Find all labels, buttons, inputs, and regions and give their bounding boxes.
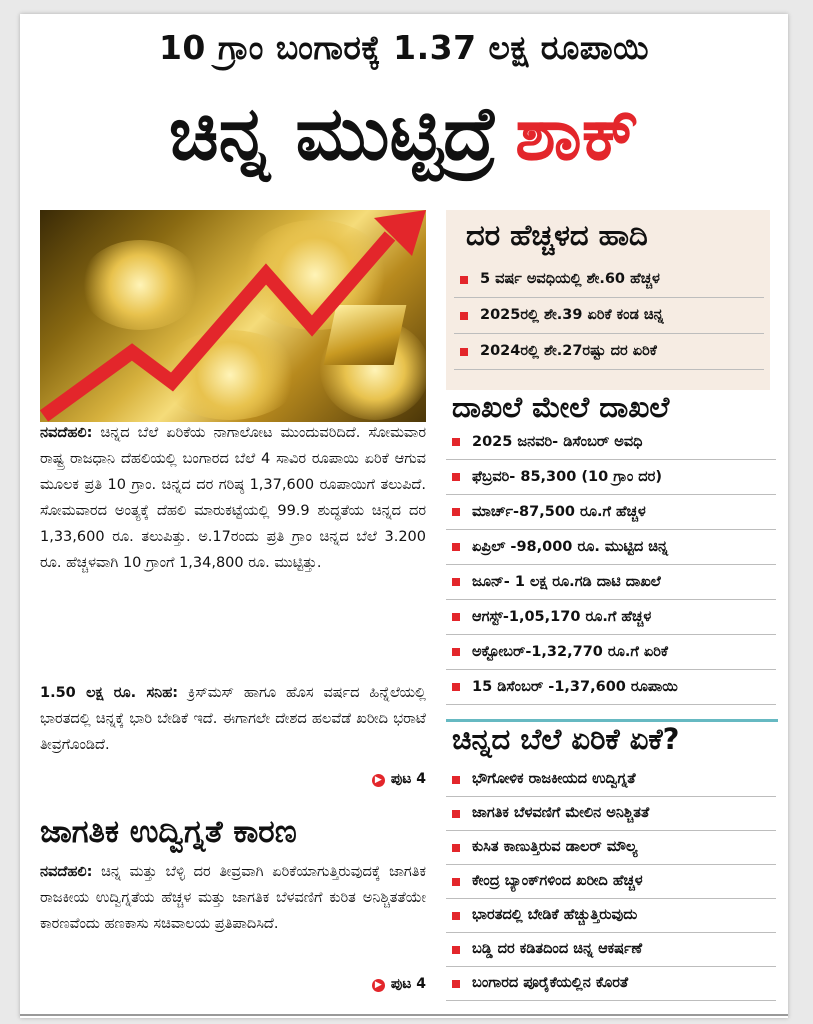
list-item bbox=[446, 763, 776, 797]
play-icon: ▶ bbox=[372, 979, 385, 992]
list-item bbox=[446, 933, 776, 967]
paragraph-lead: 1.50 ಲಕ್ಷ ರೂ. ಸನಿಹ: bbox=[40, 685, 179, 701]
list-item-text: ಏಪ್ರಿಲ್ -98,000 ರೂ. ಮುಟ್ಟಿದ ಚಿನ್ನ bbox=[472, 539, 669, 555]
dateline: ನವದೆಹಲಿ: bbox=[40, 425, 93, 441]
subheadline: 10 ಗ್ರಾಂ ಬಂಗಾರಕ್ಕೆ 1.37 ಲಕ್ಷ ರೂಪಾಯಿ bbox=[158, 28, 650, 67]
bullet-square-icon bbox=[452, 776, 460, 784]
list-item bbox=[446, 899, 776, 933]
list-item bbox=[446, 635, 776, 670]
headline-main: ಚಿನ್ನ ಮುಟ್ಟಿದ್ರೆ bbox=[168, 91, 498, 177]
list-item bbox=[446, 600, 776, 635]
bullet-square-icon bbox=[460, 348, 468, 356]
list-item-text: ಬಂಗಾರದ ಪೂರೈಕೆಯಲ್ಲಿನ ಕೊರತೆ bbox=[472, 975, 629, 991]
list-item-text: ಜಾಗತಿಕ ಬೆಳವಣಿಗೆ ಮೇಲಿನ ಅನಿಶ್ಚಿತತೆ bbox=[472, 805, 650, 821]
list-item-text: 2025ರಲ್ಲಿ ಶೇ.39 ಏರಿಕೆ ಕಂಡ ಚಿನ್ನ bbox=[480, 307, 664, 323]
records-list bbox=[446, 425, 776, 705]
list-item bbox=[454, 334, 764, 370]
box-title-price-rise: ದರ ಹೆಚ್ಚಳದ ಹಾದಿ bbox=[466, 218, 648, 252]
bullet-square-icon bbox=[452, 438, 460, 446]
bullet-square-icon bbox=[452, 844, 460, 852]
list-item bbox=[446, 967, 776, 1001]
list-item-text: ಭೌಗೋಳಿಕ ರಾಜಕೀಯದ ಉದ್ವಿಗ್ನತೆ bbox=[472, 771, 636, 787]
headline-accent: ಶಾಕ್ bbox=[515, 91, 640, 177]
list-item-text: ಮಾರ್ಚ್-87,500 ರೂ.ಗೆ ಹೆಚ್ಚಳ bbox=[472, 504, 646, 520]
list-item-text: ಆಗಸ್ಟ್-1,05,170 ರೂ.ಗೆ ಹೆಚ್ಚಳ bbox=[472, 609, 652, 625]
article-subtitle: ಜಾಗತಿಕ ಉದ್ವಿಗ್ನತೆ ಕಾರಣ bbox=[40, 814, 297, 850]
bullet-square-icon bbox=[452, 946, 460, 954]
list-item bbox=[454, 298, 764, 334]
paragraph-text: ಚಿನ್ನದ ಬೆಲೆ ಏರಿಕೆಯ ನಾಗಾಲೋಟ ಮುಂದುವರಿದಿದೆ. ಸೋಮವಾರ ರಾಷ್ಟ್ರ ರಾಜಧಾನಿ ದೆಹಲಿಯಲ್ಲಿ ಬಂಗಾರದ ಬೆಲೆ 4 ಸಾವಿರ ರೂಪಾಯಿ ಏರಿಕೆ ಆಗುವ ಮೂಲಕ ಪ್ರತಿ 10 ಗ್ರಾಂ. ಚಿನ್ನದ ದರ ಗರಿಷ್ಠ 1,37,600 ರೂಪಾಯಿಗೆ ತಲುಪಿದೆ. ಸೋಮವಾರದ ಅಂತ್ಯಕ್ಕೆ ದೆಹಲಿ ಮಾರುಕಟ್ಟೆಯಲ್ಲಿ 99.9 ಶುದ್ಧತೆಯ ಚಿನ್ನದ ದರ 1,33,600 ರೂ. ತಲುಪಿತ್ತು. ಅ.17ರಂದು ಪ್ರತಿ ಗ್ರಾಂ ಚಿನ್ನದ ಬೆಲೆ 3.200 ರೂ. ಹೆಚ್ಚಳವಾಗಿ 10 ಗ್ರಾಂಗೆ 1,34,800 ರೂ. ಮುಟ್ಟಿತ್ತು. bbox=[40, 425, 426, 571]
bullet-square-icon bbox=[452, 912, 460, 920]
paragraph-text: ಚಿನ್ನ ಮತ್ತು ಬೆಳ್ಳಿ ದರ ತೀವ್ರವಾಗಿ ಏರಿಕೆಯಾಗುತ್ತಿರುವುದಕ್ಕೆ ಜಾಗತಿಕ ರಾಜಕೀಯ ಉದ್ವಿಗ್ನತೆಯ ಹೆಚ್ಚಳ ಮತ್ತು ಜಾಗತಿಕ ಬೆಳವಣಿಗೆ ಕುರಿತ ಅನಿಶ್ಚಿತತೆಯೇ ಕಾರಣವೆಂದು ಹಣಕಾಸು ಸಚಿವಾಲಯ ಪ್ರತಿಪಾದಿಸಿದೆ. bbox=[40, 864, 426, 932]
bullet-square-icon bbox=[452, 878, 460, 886]
list-item-text: ಕುಸಿತ ಕಾಣುತ್ತಿರುವ ಡಾಲರ್ ಮೌಲ್ಯ bbox=[472, 839, 638, 855]
bullet-square-icon bbox=[460, 276, 468, 284]
list-item bbox=[454, 262, 764, 298]
gold-photo bbox=[40, 210, 426, 422]
newspaper-page bbox=[20, 14, 788, 1018]
list-item-text: ಅಕ್ಟೋಬರ್-1,32,770 ರೂ.ಗೆ ಏರಿಕೆ bbox=[472, 644, 668, 660]
dateline: ನವದೆಹಲಿ: bbox=[40, 864, 93, 880]
list-item-text: ಫೆಬ್ರವರಿ- 85,300 (10 ಗ್ರಾಂ ದರ) bbox=[472, 469, 662, 485]
continued-link[interactable]: ▶ ಪುಟ 4 bbox=[372, 971, 426, 997]
list-item bbox=[446, 670, 776, 705]
paragraph-text: ಕ್ರಿಸ್‌ಮಸ್ ಹಾಗೂ ಹೊಸ ವರ್ಷದ ಹಿನ್ನೆಲೆಯಲ್ಲಿ ಭಾರತದಲ್ಲಿ ಚಿನ್ನಕ್ಕೆ ಭಾರಿ ಬೇಡಿಕೆ ಇದೆ. ಈಗಾಗಲೇ ದೇಶದ ಹಲವೆಡೆ ಖರೀದಿ ಭರಾಟೆ ತೀವ್ರಗೊಂಡಿದೆ. bbox=[40, 685, 426, 753]
list-item bbox=[446, 460, 776, 495]
rising-arrow-icon bbox=[40, 210, 426, 422]
article-paragraph-2 bbox=[40, 680, 426, 792]
play-icon: ▶ bbox=[372, 774, 385, 787]
list-item-text: ಕೇಂದ್ರ ಬ್ಯಾಂಕ್‌ಗಳಿಂದ ಖರೀದಿ ಹೆಚ್ಚಳ bbox=[472, 873, 643, 889]
bullet-square-icon bbox=[452, 810, 460, 818]
list-item-text: 2024ರಲ್ಲಿ ಶೇ.27ರಷ್ಟು ದರ ಏರಿಕೆ bbox=[480, 343, 657, 359]
bullet-square-icon bbox=[452, 578, 460, 586]
list-item-text: 5 ವರ್ಷ ಅವಧಿಯಲ್ಲಿ ಶೇ.60 ಹೆಚ್ಚಳ bbox=[480, 271, 660, 287]
continued-link[interactable]: ▶ ಪುಟ 4 bbox=[372, 766, 426, 792]
list-item-text: 15 ಡಿಸೆಂಬರ್ -1,37,600 ರೂಪಾಯಿ bbox=[472, 679, 678, 695]
list-item bbox=[446, 797, 776, 831]
bullet-square-icon bbox=[452, 683, 460, 691]
list-item-text: ಭಾರತದಲ್ಲಿ ಬೇಡಿಕೆ ಹೆಚ್ಚುತ್ತಿರುವುದು bbox=[472, 907, 638, 923]
bullet-square-icon bbox=[452, 648, 460, 656]
list-item-text: ಜೂನ್- 1 ಲಕ್ಷ ರೂ.ಗಡಿ ದಾಟಿ ದಾಖಲೆ bbox=[472, 574, 661, 590]
article-paragraph-1 bbox=[40, 420, 426, 576]
bullet-square-icon bbox=[452, 613, 460, 621]
list-item bbox=[446, 495, 776, 530]
list-item bbox=[446, 831, 776, 865]
list-item-text: 2025 ಜನವರಿ- ಡಿಸೆಂಬರ್ ಅವಧಿ bbox=[472, 434, 643, 450]
reasons-list bbox=[446, 763, 776, 1001]
bullet-square-icon bbox=[460, 312, 468, 320]
list-item bbox=[446, 425, 776, 460]
headline bbox=[20, 92, 788, 177]
bullet-square-icon bbox=[452, 473, 460, 481]
price-rise-list bbox=[454, 262, 764, 370]
list-item bbox=[446, 865, 776, 899]
bullet-square-icon bbox=[452, 980, 460, 988]
box-title-records: ದಾಖಲೆ ಮೇಲೆ ದಾಖಲೆ bbox=[452, 390, 670, 424]
bullet-square-icon bbox=[452, 543, 460, 551]
list-item bbox=[446, 530, 776, 565]
list-item-text: ಬಡ್ಡಿ ದರ ಕಡಿತದಿಂದ ಚಿನ್ನ ಆಕರ್ಷಣೆ bbox=[472, 941, 643, 957]
article-paragraph-3 bbox=[40, 859, 426, 995]
page-bottom-rule bbox=[20, 1014, 788, 1016]
list-item bbox=[446, 565, 776, 600]
box-title-why: ಚಿನ್ನದ ಬೆಲೆ ಏರಿಕೆ ಏಕೆ? bbox=[452, 722, 680, 756]
bullet-square-icon bbox=[452, 508, 460, 516]
